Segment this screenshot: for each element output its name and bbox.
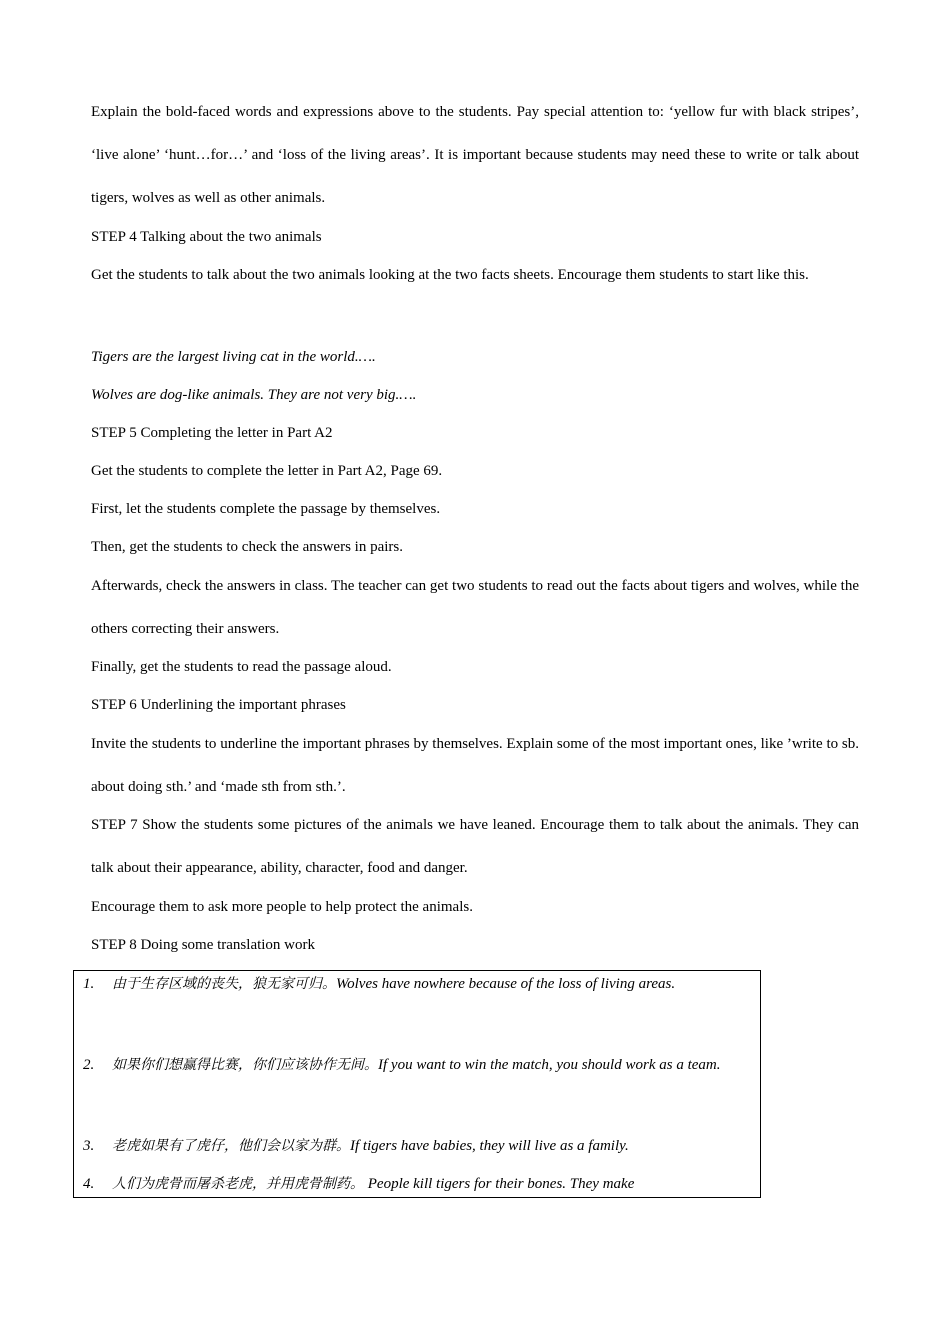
paragraph-encourage: Encourage them to ask more people to help protect the animals. bbox=[91, 899, 473, 915]
example-wolves: Wolves are dog-like animals. They are not very big.…. bbox=[91, 387, 417, 403]
paragraph-underline-phrases: Invite the students to underline the important phrases by themselves. Explain some of the most important ones, like ’write to sb. about doing sth.’ and ‘made sth from sth.’. bbox=[91, 736, 859, 795]
paragraph-talk-animals: Get the students to talk about the two animals looking at the two facts sheets. Encourage them students to start like this. bbox=[91, 267, 809, 283]
paragraph-afterwards: Afterwards, check the answers in class. The teacher can get two students to read out the facts about tigers and wolves, while the others correcting their answers. bbox=[91, 578, 859, 637]
step-8-heading: STEP 8 Doing some translation work bbox=[91, 937, 316, 953]
translation-item-2 bbox=[83, 1044, 753, 1087]
paragraph-complete-letter: Get the students to complete the letter in Part A2, Page 69. bbox=[91, 463, 443, 479]
item-number: 3. bbox=[83, 1138, 95, 1154]
english-sentence: People kill tigers for their bones. They make bbox=[364, 1176, 635, 1192]
english-sentence: If tigers have babies, they will live as a family. bbox=[350, 1138, 629, 1154]
item-number: 1. bbox=[83, 976, 95, 992]
step-6-heading: STEP 6 Underlining the important phrases bbox=[91, 697, 346, 713]
english-sentence: If you want to win the match, you should work as a team. bbox=[378, 1057, 721, 1073]
example-tigers: Tigers are the largest living cat in the world.…. bbox=[91, 349, 376, 365]
item-number: 2. bbox=[83, 1057, 95, 1073]
translation-item-1 bbox=[83, 970, 753, 1006]
translation-item-4 bbox=[83, 1163, 753, 1198]
step-4-heading: STEP 4 Talking about the two animals bbox=[91, 229, 322, 245]
chinese-sentence: 老虎如果有了虎仔，他们会以家为群。 bbox=[112, 1138, 350, 1154]
chinese-sentence: 由于生存区域的丧失，狼无家可归。 bbox=[112, 976, 336, 992]
step-5-heading: STEP 5 Completing the letter in Part A2 bbox=[91, 425, 333, 441]
item-number: 4. bbox=[83, 1176, 95, 1192]
paragraph-explain-words: Explain the bold-faced words and expressions above to the students. Pay special attention to: ‘yellow fur with black stripes’, ‘live alone’ ‘hunt…for…’ and ‘loss of the living areas’. It is important because students may need these to write or talk about tigers, wolves as well as other animals. bbox=[91, 104, 859, 206]
english-sentence: Wolves have nowhere because of the loss of living areas. bbox=[336, 976, 676, 992]
step-7-paragraph: STEP 7 Show the students some pictures of the animals we have leaned. Encourage them to talk about the animals. They can talk about their appearance, ability, character, food and danger. bbox=[91, 817, 859, 876]
chinese-sentence: 人们为虎骨而屠杀老虎，并用虎骨制药。 bbox=[112, 1176, 364, 1192]
chinese-sentence: 如果你们想赢得比赛，你们应该协作无间。 bbox=[112, 1057, 378, 1073]
paragraph-first: First, let the students complete the passage by themselves. bbox=[91, 501, 441, 517]
paragraph-then: Then, get the students to check the answers in pairs. bbox=[91, 539, 403, 555]
translation-item-3 bbox=[83, 1125, 753, 1168]
translation-box bbox=[73, 970, 761, 1198]
paragraph-finally: Finally, get the students to read the passage aloud. bbox=[91, 659, 392, 675]
